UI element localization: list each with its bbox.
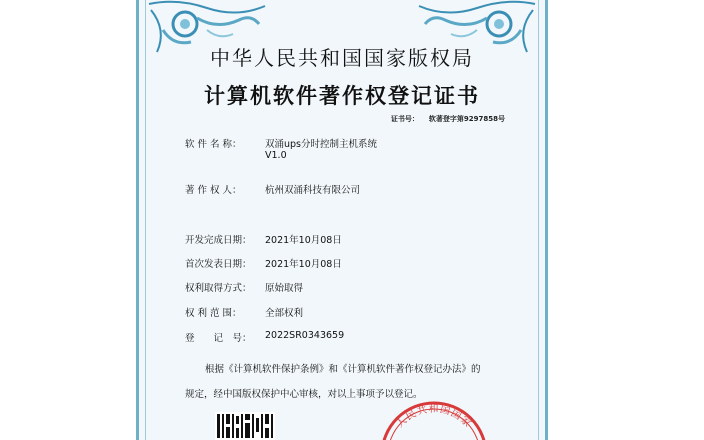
seal-text: 人民共和国国家 [394, 404, 474, 431]
svg-text:人民共和国国家 [393, 402, 474, 430]
statement-line-2: 规定，经中国版权保护中心审核，对以上事项予以登记。 [185, 389, 423, 400]
certificate-number-label: 证书号： [390, 115, 419, 123]
qr-code [215, 412, 275, 440]
field-label: 权利取得方式： [185, 283, 252, 294]
field-value: 2021年10月08日 [265, 259, 342, 270]
certificate [136, 0, 548, 440]
field-value-version: V1.0 [265, 150, 287, 161]
field-value: 2022SR0343659 [265, 330, 345, 341]
statement-line-1: 根据《计算机软件保护条例》和《计算机软件著作权登记办法》的 [205, 364, 481, 375]
field-label: 权 利 范 围： [185, 308, 242, 319]
field-value: 全部权利 [265, 308, 304, 319]
field-value: 杭州双涌科技有限公司 [265, 185, 361, 196]
field-label: 开发完成日期： [185, 235, 252, 246]
field-value: 双涌ups分时控制主机系统 [265, 139, 378, 150]
field-label: 首次发表日期： [185, 259, 252, 270]
field-value: 2021年10月08日 [265, 235, 342, 246]
field-label: 登 记 号： [185, 333, 252, 344]
field-label: 著 作 权 人： [185, 185, 242, 196]
certificate-number [391, 114, 505, 124]
field-label: 软 件 名 称： [185, 139, 242, 150]
certificate-number-value: 软著登字第9297858号 [428, 115, 505, 123]
certificate-title: 计算机软件著作权登记证书 [204, 83, 480, 108]
official-seal [379, 395, 489, 440]
issuing-authority: 中华人民共和国国家版权局 [210, 46, 474, 70]
field-value: 原始取得 [265, 283, 304, 294]
